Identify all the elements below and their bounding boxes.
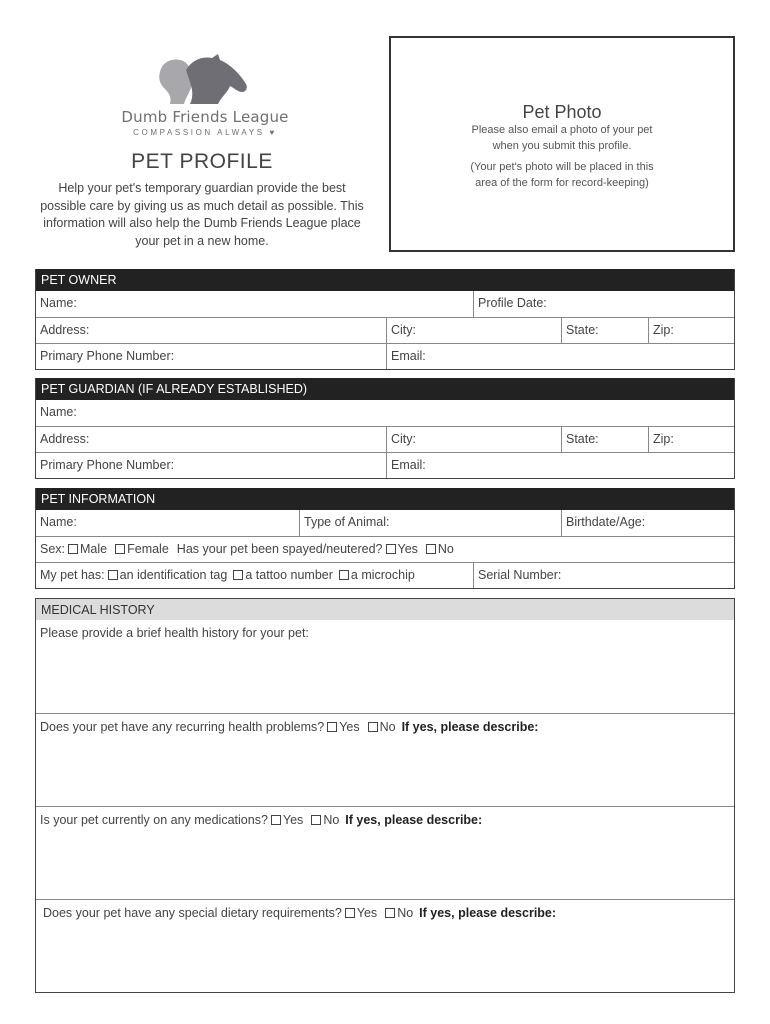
- guardian-city-field[interactable]: City:: [386, 427, 561, 452]
- medications-question: Is your pet currently on any medications?: [40, 813, 268, 827]
- medications-no-checkbox[interactable]: [311, 815, 321, 825]
- spayed-no-label: No: [437, 542, 454, 556]
- guardian-zip-field[interactable]: Zip:: [648, 427, 736, 452]
- dietary-describe-label: If yes, please describe:: [419, 906, 557, 920]
- recurring-problems-field[interactable]: [36, 713, 734, 806]
- tattoo-label: a tattoo number: [245, 568, 333, 582]
- pet-has-label: My pet has:: [40, 568, 105, 582]
- guardian-email-field[interactable]: Email:: [386, 453, 736, 478]
- guardian-address-field[interactable]: Address:: [40, 432, 90, 446]
- dietary-yes-checkbox[interactable]: [345, 908, 355, 918]
- photo-instruction-1: Please also email a photo of your pet: [471, 124, 653, 136]
- pet-row-2: [36, 536, 734, 562]
- photo-note-1: (Your pet's photo will be placed in this: [470, 161, 654, 173]
- guardian-state-field[interactable]: State:: [561, 427, 648, 452]
- male-checkbox[interactable]: [68, 544, 78, 554]
- pet-guardian-header: PET GUARDIAN (IF ALREADY ESTABLISHED): [36, 378, 734, 400]
- photo-note-2: area of the form for record-keeping): [475, 176, 649, 189]
- pet-owner-header: PET OWNER: [36, 269, 734, 291]
- org-name: Dumb Friends League: [121, 108, 289, 126]
- pet-birthdate-field[interactable]: Birthdate/Age:: [561, 510, 736, 536]
- recurring-describe-label: If yes, please describe:: [401, 720, 539, 734]
- owner-row-1: [36, 291, 734, 317]
- microchip-label: a microchip: [350, 568, 415, 582]
- health-history-field[interactable]: [36, 620, 734, 713]
- pet-owner-section: [35, 269, 735, 370]
- spayed-question: Has your pet been spayed/neutered?: [176, 542, 383, 556]
- pet-name-field[interactable]: Name:: [40, 515, 77, 529]
- serial-number-field[interactable]: Serial Number:: [473, 563, 736, 588]
- recurring-no-checkbox[interactable]: [368, 722, 378, 732]
- spayed-yes-checkbox[interactable]: [386, 544, 396, 554]
- recurring-question: Does your pet have any recurring health problems?: [40, 720, 325, 734]
- tattoo-checkbox[interactable]: [233, 570, 243, 580]
- recurring-yes-label: Yes: [339, 720, 360, 734]
- page-title: PET PROFILE: [131, 150, 273, 173]
- pet-row-3: [36, 562, 734, 588]
- medical-history-header: MEDICAL HISTORY: [36, 598, 734, 620]
- dietary-yes-label: Yes: [356, 906, 378, 920]
- medications-no-label: No: [323, 813, 340, 827]
- medications-yes-label: Yes: [282, 813, 304, 827]
- sex-label: Sex:: [40, 542, 66, 556]
- dietary-no-checkbox[interactable]: [385, 908, 395, 918]
- owner-row-3: [36, 343, 734, 369]
- guardian-name-field[interactable]: Name:: [40, 405, 77, 419]
- recurring-no-label: No: [379, 720, 396, 734]
- guardian-row-3: [36, 452, 734, 478]
- guardian-row-1: [36, 400, 734, 426]
- org-tagline: COMPASSION ALWAYS ♥: [133, 128, 277, 137]
- spayed-yes-label: Yes: [397, 542, 418, 556]
- female-checkbox[interactable]: [115, 544, 125, 554]
- pet-information-header: PET INFORMATION: [36, 488, 734, 510]
- owner-email-field[interactable]: Email:: [386, 344, 736, 369]
- male-label: Male: [80, 542, 108, 556]
- recurring-yes-checkbox[interactable]: [327, 722, 337, 732]
- dietary-no-label: No: [397, 906, 414, 920]
- photo-title: Pet Photo: [522, 102, 602, 122]
- photo-instruction-2: when you submit this profile.: [492, 139, 632, 152]
- heart-icon: ♥: [264, 128, 277, 137]
- id-tag-checkbox[interactable]: [108, 570, 118, 580]
- owner-phone-field[interactable]: Primary Phone Number:: [40, 349, 175, 363]
- owner-city-field[interactable]: City:: [386, 318, 561, 343]
- pet-guardian-section: [35, 378, 735, 479]
- microchip-checkbox[interactable]: [339, 570, 349, 580]
- owner-address-field[interactable]: Address:: [40, 323, 90, 337]
- medications-yes-checkbox[interactable]: [271, 815, 281, 825]
- pet-row-1: [36, 510, 734, 536]
- owner-row-2: [36, 317, 734, 343]
- medications-describe-label: If yes, please describe:: [345, 813, 483, 827]
- dietary-field[interactable]: [36, 899, 734, 992]
- owner-profile-date-field[interactable]: Profile Date:: [473, 291, 736, 317]
- medical-history-section: [35, 598, 735, 993]
- owner-state-field[interactable]: State:: [561, 318, 648, 343]
- guardian-row-2: [36, 426, 734, 452]
- owner-name-field[interactable]: Name:: [40, 296, 77, 310]
- health-history-prompt: Please provide a brief health history for your pet:: [40, 626, 309, 640]
- intro-text: Help your pet's temporary guardian provide the best possible care by giving us as much detail as possible. This information will also help the Dumb Friends League place your pet in a new home.: [40, 181, 364, 248]
- pet-photo-area[interactable]: [389, 36, 735, 252]
- pet-type-field[interactable]: Type of Animal:: [299, 510, 561, 536]
- guardian-phone-field[interactable]: Primary Phone Number:: [40, 458, 175, 472]
- dog-horse-logo-icon: [156, 52, 252, 106]
- pet-sex-spay-row: [36, 537, 736, 562]
- owner-zip-field[interactable]: Zip:: [648, 318, 736, 343]
- org-logo: [110, 52, 300, 142]
- spayed-no-checkbox[interactable]: [426, 544, 436, 554]
- id-tag-label: an identification tag: [119, 568, 228, 582]
- pet-information-section: [35, 488, 735, 589]
- female-label: Female: [127, 542, 169, 556]
- medications-field[interactable]: [36, 806, 734, 899]
- dietary-question: Does your pet have any special dietary requirements?: [43, 906, 342, 920]
- pet-identification-row: [36, 563, 473, 588]
